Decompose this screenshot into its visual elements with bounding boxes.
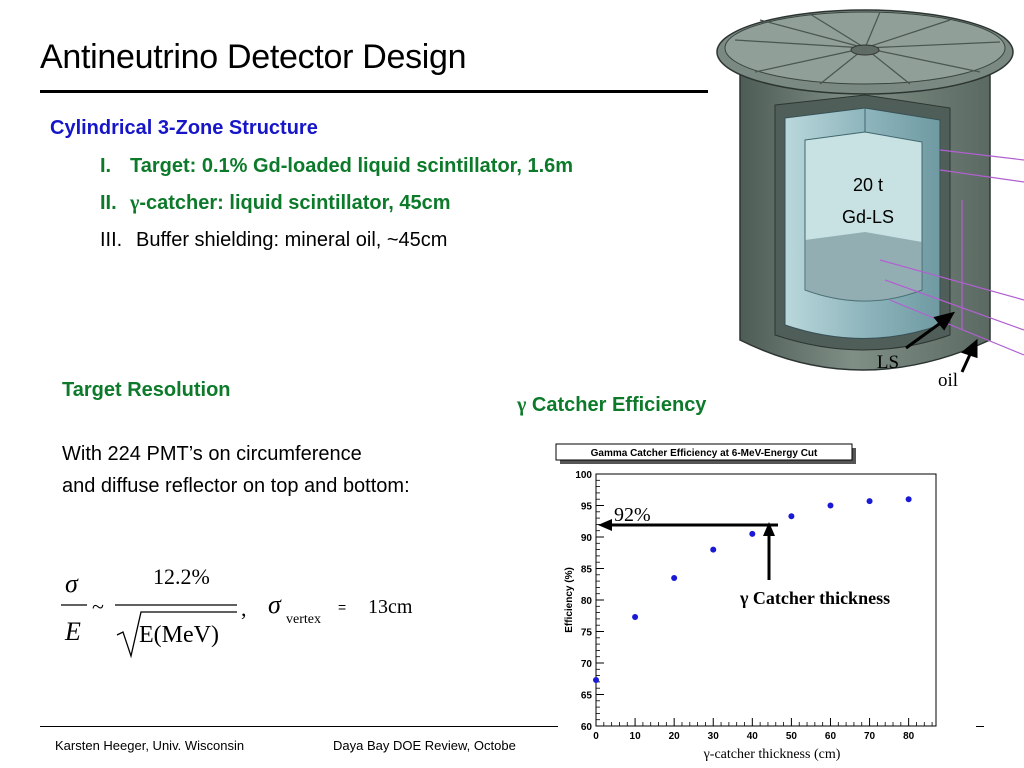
efficiency-heading-greek: γ [517, 394, 527, 416]
formula-e: E [65, 617, 81, 646]
structure-item-2-num: II. [100, 192, 117, 214]
structure-item-3 [100, 229, 447, 252]
structure-item-1 [100, 155, 573, 178]
footer-author: Karsten Heeger, Univ. Wisconsin [55, 738, 245, 753]
y-tick-label: 75 [580, 627, 592, 639]
formula-comma: , [241, 596, 247, 621]
slide-title: Antineutrino Detector Design [40, 38, 467, 76]
formula-tilde: ~ [92, 594, 104, 619]
resolution-line-1: With 224 PMT’s on circumference [62, 443, 362, 465]
resolution-heading: Target Resolution [62, 379, 231, 401]
efficiency-heading-text: Catcher Efficiency [531, 394, 707, 416]
footer-divider-right [976, 726, 984, 727]
data-point [827, 503, 833, 509]
y-tick-label: 65 [580, 690, 592, 702]
x-tick-label: 60 [824, 731, 837, 742]
y-tick-label: 90 [580, 533, 592, 544]
data-point [593, 677, 599, 683]
lid-hub [851, 45, 879, 55]
structure-item-1-num: I. [100, 155, 112, 177]
chart-y-label: Efficiency (%) [564, 567, 575, 633]
detector-illustration [700, 0, 1024, 400]
footer-divider [40, 726, 558, 727]
formula-sigma: σ [65, 569, 78, 598]
structure-heading: Cylindrical 3-Zone Structure [50, 117, 318, 139]
ls-label: LS [876, 352, 900, 373]
y-tick-label: 100 [575, 470, 592, 481]
x-tick-label: 50 [785, 731, 797, 742]
resolution-formula [55, 560, 455, 665]
efficiency-chart [548, 440, 948, 768]
chart-x-label: γ-catcher thickness (cm) [703, 747, 841, 762]
y-tick-label: 60 [580, 722, 592, 733]
x-tick-label: 20 [668, 731, 680, 742]
data-point [710, 547, 716, 553]
x-tick-label: 70 [864, 731, 876, 742]
formula-numerator: 12.2% [153, 564, 210, 589]
structure-item-3-text: Buffer shielding: mineral oil, ~45cm [136, 229, 448, 251]
efficiency-heading [517, 394, 706, 417]
target-mass-label: 20 t [852, 175, 884, 195]
formula-sigma-vertex: σ [268, 590, 281, 619]
annotation-thickness: γ Catcher thickness [740, 588, 891, 608]
formula-equals: = [338, 599, 347, 615]
resolution-line-2: and diffuse reflector on top and bottom: [62, 475, 410, 497]
structure-item-1-text: Target: 0.1% Gd-loaded liquid scintillator, 1.6m [130, 155, 574, 177]
y-tick-label: 70 [580, 659, 592, 670]
y-tick-label: 80 [580, 596, 592, 607]
formula-denominator: E(MeV) [139, 622, 219, 648]
x-tick-label: 40 [746, 731, 758, 742]
data-point [671, 575, 677, 581]
y-tick-label: 85 [580, 564, 592, 576]
chart-title: Gamma Catcher Efficiency at 6-MeV-Energy Cut [590, 448, 818, 459]
oil-label: oil [937, 370, 959, 391]
structure-item-3-num: III. [100, 229, 123, 251]
x-tick-label: 10 [629, 731, 641, 742]
data-point [632, 614, 638, 620]
annotation-92: 92% [614, 504, 651, 526]
x-tick-label: 0 [593, 731, 599, 742]
footer-event: Daya Bay DOE Review, Octobe [333, 738, 516, 753]
title-divider [40, 90, 708, 93]
formula-vertex-sub: vertex [286, 612, 321, 627]
structure-item-2-text: -catcher: liquid scintillator, 45cm [139, 192, 451, 214]
resolution-text [62, 437, 462, 501]
x-tick-label: 30 [707, 731, 719, 742]
data-point [867, 498, 873, 504]
structure-item-2-greek: γ [130, 192, 140, 214]
data-point [906, 496, 912, 502]
x-tick-label: 80 [903, 731, 915, 742]
target-material-label: Gd-LS [841, 207, 895, 227]
data-point [749, 531, 755, 537]
data-point [788, 513, 794, 519]
structure-item-2 [100, 192, 451, 215]
y-tick-label: 95 [580, 501, 592, 513]
formula-vertex-value: 13cm [368, 596, 413, 618]
